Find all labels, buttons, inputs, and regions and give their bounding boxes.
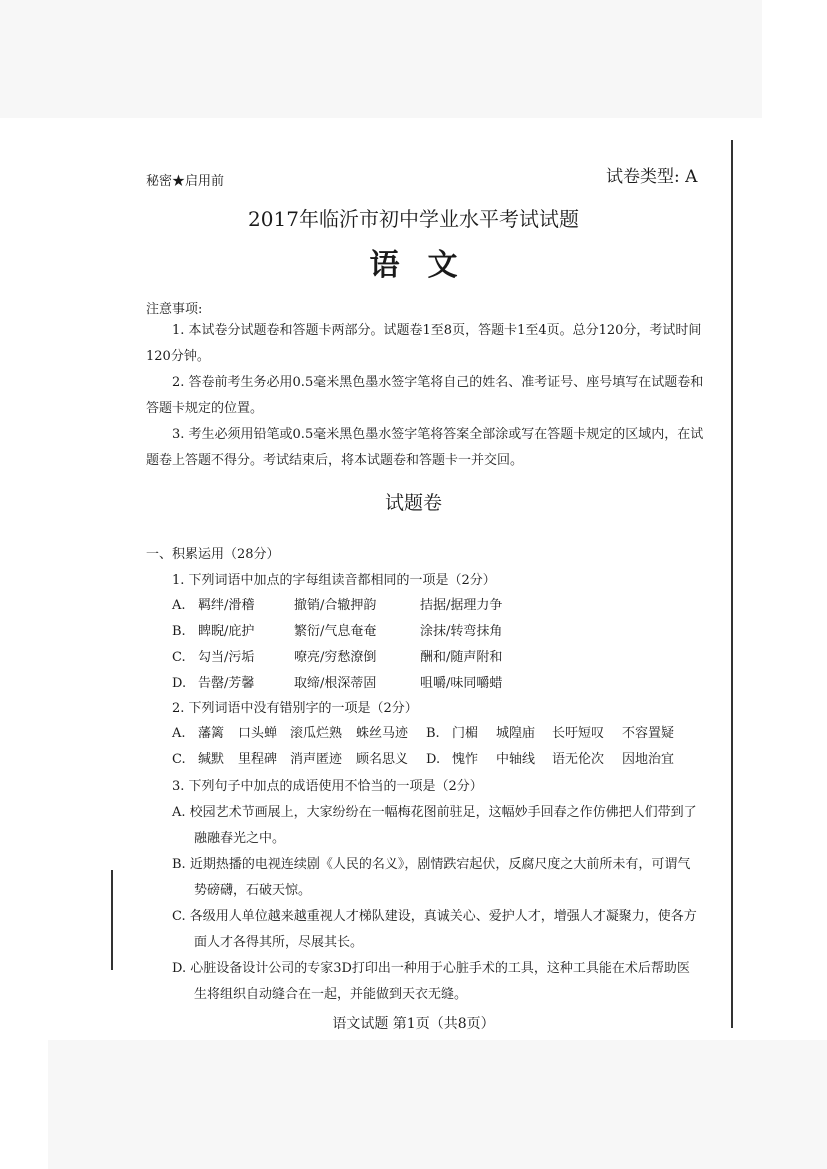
section-title: 试题卷 <box>384 492 442 514</box>
q2-options-cd: C. 缄默 里程碑 消声匿迹 顾名思义 D. 愧怍 中轴线 语无伦次 因地治宜 <box>172 752 675 767</box>
q1-option-c: C. 勾当/污垢 嘹亮/穷愁潦倒 酬和/随声附和 <box>172 650 503 665</box>
q2-options-ab: A. 藩篱 口头蝉 滚瓜烂熟 蛛丝马迹 B. 门楣 城隍庙 长吁短叹 不容置疑 <box>172 726 675 741</box>
notice-item: 1. 本试卷分试题卷和答题卡两部分。试题卷1至8页，答题卡1至4页。总分120分，考试时间120分钟。 <box>146 323 702 364</box>
left-binding-line <box>111 870 113 970</box>
page-footer: 语文试题 第1页（共8页） <box>332 1016 495 1032</box>
notice-item: 2. 答卷前考生务必用0.5毫米黑色墨水签字笔将自己的姓名、准考证号、座号填写在试题卷和答题卡规定的位置。 <box>146 375 704 416</box>
part-heading: 一、积累运用（28分） <box>146 547 280 562</box>
q1-option-b: B. 睥睨/庇护 繁衍/气息奄奄 涂抹/转弯抹角 <box>172 624 503 639</box>
top-scan-margin <box>0 0 762 118</box>
paper-type: 试卷类型: A <box>606 167 698 187</box>
secret-mark: 秘密★启用前 <box>146 174 225 189</box>
q3-option-d: D. 心脏设备设计公司的专家3D打印出一种用于心脏手术的工具，这种工具能在术后帮助医生将组织自动缝合在一起，并能做到天衣无缝。 <box>172 961 690 1002</box>
subject-title: 语文 <box>369 248 486 283</box>
q1-option-d: D. 告罄/芳馨 取缔/根深蒂固 咀嚼/味同嚼蜡 <box>172 676 503 691</box>
notice-heading: 注意事项: <box>146 302 203 317</box>
bottom-scan-margin <box>48 1040 827 1169</box>
notice-item: 3. 考生必须用铅笔或0.5毫米黑色墨水签字笔将答案全部涂或写在答题卡规定的区域内，在试题卷上答题不得分。考试结束后，将本试题卷和答题卡一并交回。 <box>146 427 704 468</box>
q1-option-a: A. 羁绊/滑稽 撤销/合辙押韵 拮据/据理力争 <box>172 598 503 613</box>
q3-option-c: C. 各级用人单位越来越重视人才梯队建设，真诚关心、爱护人才，增强人才凝聚力，使各方面人才各得其所，尽展其长。 <box>172 909 697 950</box>
question-1-stem: 1. 下列词语中加点的字每组读音都相同的一项是（2分） <box>172 573 496 588</box>
question-2-stem: 2. 下列词语中没有错别字的一项是（2分） <box>172 701 418 716</box>
question-3-stem: 3. 下列句子中加点的成语使用不恰当的一项是（2分） <box>172 779 483 794</box>
q3-option-b: B. 近期热播的电视连续剧《人民的名义》，剧情跌宕起伏，反腐尺度之大前所未有，可谓气势磅礴，石破天惊。 <box>172 857 691 898</box>
exam-title: 2017年临沂市初中学业水平考试试题 <box>248 207 579 231</box>
q3-option-a: A. 校园艺术节画展上，大家纷纷在一幅梅花图前驻足，这幅妙手回春之作仿佛把人们带到了融融春光之中。 <box>172 805 697 846</box>
